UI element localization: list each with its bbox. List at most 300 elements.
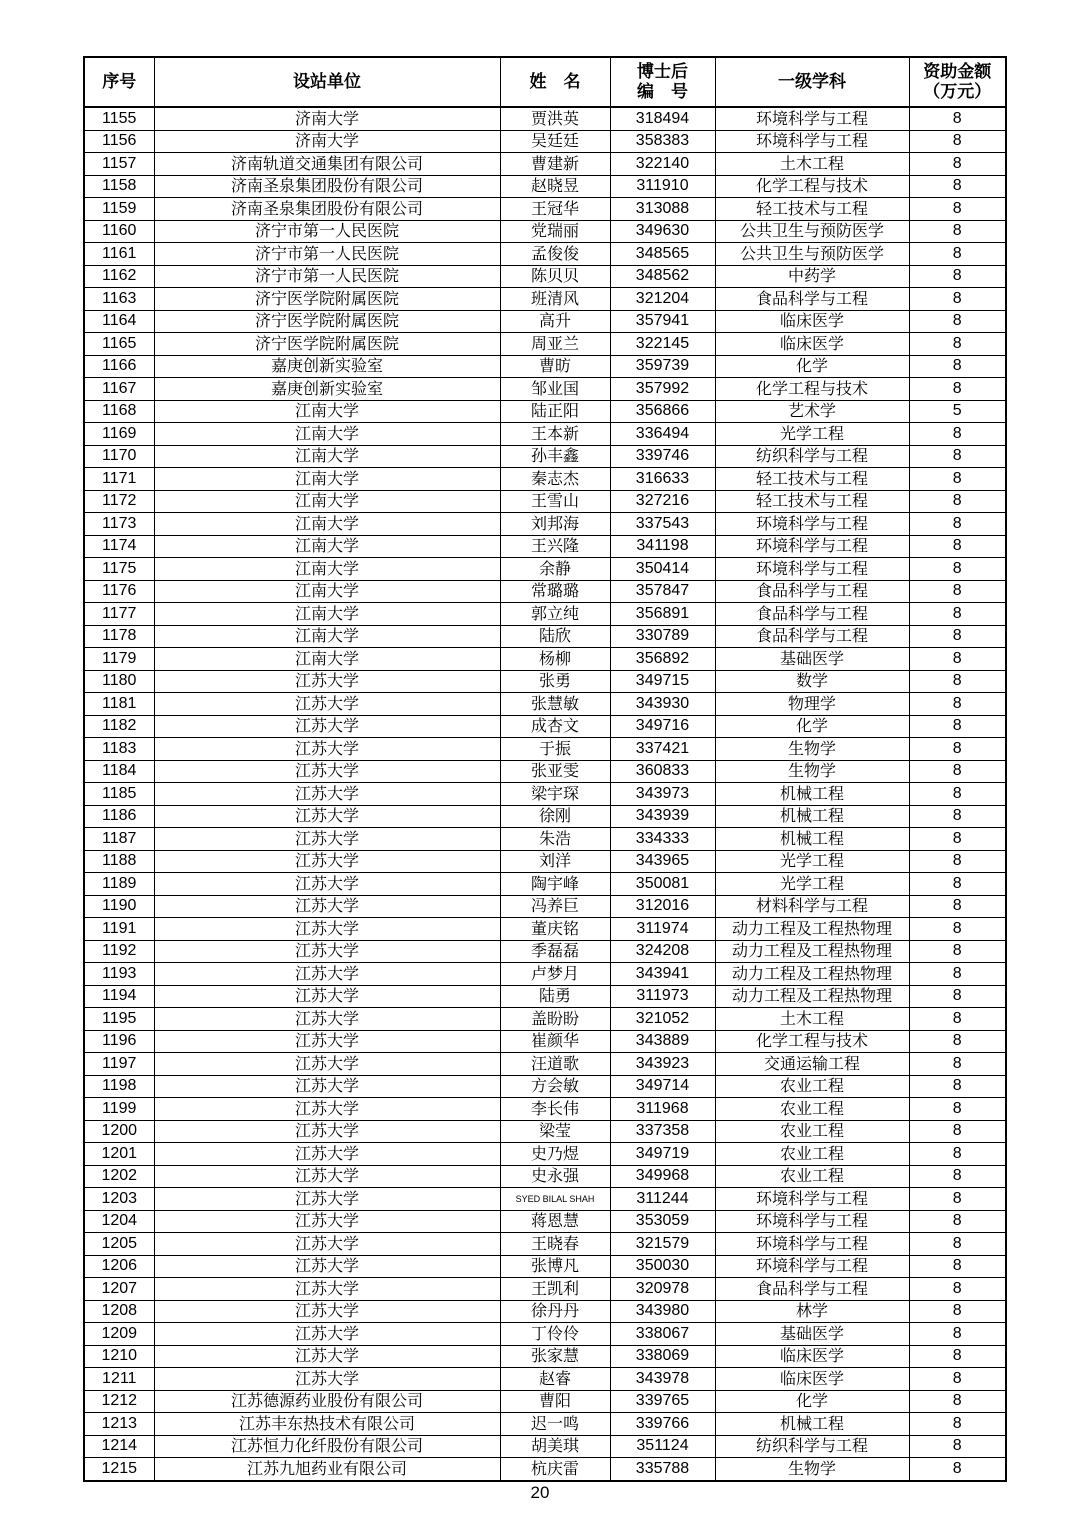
cell-name: 高升 <box>500 310 610 333</box>
cell-unit: 江南大学 <box>154 490 500 513</box>
cell-unit: 济南圣泉集团股份有限公司 <box>154 198 500 221</box>
cell-unit: 济宁医学院附属医院 <box>154 310 500 333</box>
cell-seq: 1188 <box>84 850 154 873</box>
cell-postdoc-no: 311974 <box>610 918 715 941</box>
table-row <box>84 805 1006 828</box>
cell-subject: 生物学 <box>715 738 909 761</box>
cell-name: 常璐璐 <box>500 580 610 603</box>
cell-subject: 化学 <box>715 1390 909 1413</box>
cell-seq: 1202 <box>84 1165 154 1188</box>
table-row <box>84 715 1006 738</box>
cell-subject: 材料科学与工程 <box>715 895 909 918</box>
cell-unit: 江苏大学 <box>154 963 500 986</box>
table-row <box>84 1188 1006 1211</box>
cell-name: 陆欣 <box>500 625 610 648</box>
cell-postdoc-no: 316633 <box>610 468 715 491</box>
cell-seq: 1159 <box>84 198 154 221</box>
table-row <box>84 895 1006 918</box>
cell-seq: 1172 <box>84 490 154 513</box>
cell-postdoc-no: 327216 <box>610 490 715 513</box>
cell-subject: 土木工程 <box>715 1008 909 1031</box>
header-amount <box>909 57 1006 107</box>
cell-seq: 1157 <box>84 153 154 176</box>
cell-unit: 江苏德源药业股份有限公司 <box>154 1390 500 1413</box>
cell-amount: 8 <box>909 423 1006 446</box>
cell-subject: 食品科学与工程 <box>715 603 909 626</box>
table-row <box>84 198 1006 221</box>
cell-amount: 8 <box>909 445 1006 468</box>
cell-name: 刘洋 <box>500 850 610 873</box>
cell-name: 张亚雯 <box>500 760 610 783</box>
cell-amount: 5 <box>909 400 1006 423</box>
cell-name: 郭立纯 <box>500 603 610 626</box>
cell-postdoc-no: 350081 <box>610 873 715 896</box>
cell-postdoc-no: 348562 <box>610 265 715 288</box>
cell-amount: 8 <box>909 310 1006 333</box>
table-row <box>84 1075 1006 1098</box>
cell-name: 冯养巨 <box>500 895 610 918</box>
cell-subject: 环境科学与工程 <box>715 1233 909 1256</box>
table-row <box>84 1390 1006 1413</box>
cell-unit: 济南大学 <box>154 130 500 153</box>
cell-name: 王晓春 <box>500 1233 610 1256</box>
cell-unit: 江苏大学 <box>154 1120 500 1143</box>
cell-amount: 8 <box>909 1390 1006 1413</box>
cell-subject: 环境科学与工程 <box>715 1210 909 1233</box>
cell-subject: 基础医学 <box>715 1323 909 1346</box>
cell-subject: 基础医学 <box>715 648 909 671</box>
cell-subject: 农业工程 <box>715 1120 909 1143</box>
cell-unit: 济宁市第一人民医院 <box>154 220 500 243</box>
cell-subject: 动力工程及工程热物理 <box>715 918 909 941</box>
cell-postdoc-no: 311244 <box>610 1188 715 1211</box>
cell-amount: 8 <box>909 1368 1006 1391</box>
cell-amount: 8 <box>909 468 1006 491</box>
cell-seq: 1160 <box>84 220 154 243</box>
cell-unit: 江苏大学 <box>154 1233 500 1256</box>
cell-postdoc-no: 356891 <box>610 603 715 626</box>
cell-unit: 江苏大学 <box>154 895 500 918</box>
cell-unit: 江苏大学 <box>154 828 500 851</box>
cell-seq: 1167 <box>84 378 154 401</box>
cell-seq: 1155 <box>84 107 154 130</box>
table-row <box>84 963 1006 986</box>
cell-name: 卢梦月 <box>500 963 610 986</box>
cell-seq: 1210 <box>84 1345 154 1368</box>
cell-unit: 江南大学 <box>154 648 500 671</box>
cell-subject: 化学工程与技术 <box>715 378 909 401</box>
cell-amount: 8 <box>909 1413 1006 1436</box>
cell-amount: 8 <box>909 895 1006 918</box>
cell-postdoc-no: 357847 <box>610 580 715 603</box>
cell-subject: 艺术学 <box>715 400 909 423</box>
cell-postdoc-no: 337421 <box>610 738 715 761</box>
table-row <box>84 333 1006 356</box>
cell-unit: 江南大学 <box>154 603 500 626</box>
header-seq: 序号 <box>84 57 154 107</box>
cell-subject: 农业工程 <box>715 1098 909 1121</box>
header-postdoc-no <box>610 57 715 107</box>
cell-name: 成杏文 <box>500 715 610 738</box>
cell-name: 李长伟 <box>500 1098 610 1121</box>
cell-name: 余静 <box>500 558 610 581</box>
cell-amount: 8 <box>909 985 1006 1008</box>
cell-postdoc-no: 357941 <box>610 310 715 333</box>
cell-unit: 江苏丰东热技术有限公司 <box>154 1413 500 1436</box>
table-row <box>84 783 1006 806</box>
table-header <box>84 57 1006 107</box>
header-row <box>84 57 1006 107</box>
table-row <box>84 625 1006 648</box>
cell-seq: 1164 <box>84 310 154 333</box>
cell-subject: 食品科学与工程 <box>715 580 909 603</box>
cell-postdoc-no: 358383 <box>610 130 715 153</box>
cell-subject: 环境科学与工程 <box>715 130 909 153</box>
cell-unit: 江苏大学 <box>154 760 500 783</box>
table-row <box>84 1413 1006 1436</box>
cell-name: 季磊磊 <box>500 940 610 963</box>
cell-postdoc-no: 324208 <box>610 940 715 963</box>
cell-unit: 江苏九旭药业有限公司 <box>154 1458 500 1481</box>
cell-seq: 1211 <box>84 1368 154 1391</box>
cell-unit: 江苏大学 <box>154 1255 500 1278</box>
cell-unit: 嘉庚创新实验室 <box>154 378 500 401</box>
cell-postdoc-no: 349630 <box>610 220 715 243</box>
table-row <box>84 1008 1006 1031</box>
cell-name: 陆勇 <box>500 985 610 1008</box>
table-row <box>84 1143 1006 1166</box>
table-row <box>84 513 1006 536</box>
cell-seq: 1199 <box>84 1098 154 1121</box>
cell-unit: 江苏大学 <box>154 1368 500 1391</box>
cell-postdoc-no: 349968 <box>610 1165 715 1188</box>
cell-seq: 1162 <box>84 265 154 288</box>
cell-name: 赵晓昱 <box>500 175 610 198</box>
cell-postdoc-no: 311968 <box>610 1098 715 1121</box>
table-row <box>84 693 1006 716</box>
cell-name: 崔颜华 <box>500 1030 610 1053</box>
table-row <box>84 1345 1006 1368</box>
cell-seq: 1169 <box>84 423 154 446</box>
cell-unit: 江苏大学 <box>154 1143 500 1166</box>
table-row <box>84 738 1006 761</box>
table-row <box>84 1368 1006 1391</box>
cell-amount: 8 <box>909 1008 1006 1031</box>
cell-name: 徐丹丹 <box>500 1300 610 1323</box>
cell-postdoc-no: 321052 <box>610 1008 715 1031</box>
table-row <box>84 918 1006 941</box>
cell-postdoc-no: 322145 <box>610 333 715 356</box>
cell-postdoc-no: 322140 <box>610 153 715 176</box>
cell-subject: 动力工程及工程热物理 <box>715 985 909 1008</box>
cell-seq: 1193 <box>84 963 154 986</box>
cell-name: 秦志杰 <box>500 468 610 491</box>
cell-unit: 江苏大学 <box>154 1165 500 1188</box>
cell-seq: 1166 <box>84 355 154 378</box>
cell-amount: 8 <box>909 198 1006 221</box>
cell-amount: 8 <box>909 1458 1006 1481</box>
cell-seq: 1201 <box>84 1143 154 1166</box>
cell-subject: 化学工程与技术 <box>715 1030 909 1053</box>
cell-seq: 1171 <box>84 468 154 491</box>
cell-amount: 8 <box>909 378 1006 401</box>
cell-amount: 8 <box>909 1255 1006 1278</box>
cell-amount: 8 <box>909 243 1006 266</box>
table-row <box>84 1210 1006 1233</box>
cell-amount: 8 <box>909 1143 1006 1166</box>
cell-subject: 食品科学与工程 <box>715 1278 909 1301</box>
cell-unit: 江南大学 <box>154 558 500 581</box>
cell-name: 刘邦海 <box>500 513 610 536</box>
cell-subject: 轻工技术与工程 <box>715 198 909 221</box>
cell-postdoc-no: 337358 <box>610 1120 715 1143</box>
cell-amount: 8 <box>909 288 1006 311</box>
cell-name: 迟一鸣 <box>500 1413 610 1436</box>
cell-subject: 机械工程 <box>715 805 909 828</box>
cell-subject: 农业工程 <box>715 1165 909 1188</box>
cell-unit: 江南大学 <box>154 580 500 603</box>
cell-name: 贾洪英 <box>500 107 610 130</box>
cell-subject: 机械工程 <box>715 1413 909 1436</box>
table-row <box>84 940 1006 963</box>
cell-seq: 1207 <box>84 1278 154 1301</box>
cell-postdoc-no: 341198 <box>610 535 715 558</box>
table-row <box>84 243 1006 266</box>
cell-seq: 1174 <box>84 535 154 558</box>
cell-name: 周亚兰 <box>500 333 610 356</box>
cell-seq: 1206 <box>84 1255 154 1278</box>
cell-seq: 1213 <box>84 1413 154 1436</box>
cell-unit: 江苏大学 <box>154 1188 500 1211</box>
table-row <box>84 558 1006 581</box>
cell-postdoc-no: 343965 <box>610 850 715 873</box>
table-row <box>84 603 1006 626</box>
table-row <box>84 1255 1006 1278</box>
cell-postdoc-no: 348565 <box>610 243 715 266</box>
cell-postdoc-no: 350030 <box>610 1255 715 1278</box>
cell-unit: 济南大学 <box>154 107 500 130</box>
cell-unit: 济宁市第一人民医院 <box>154 265 500 288</box>
cell-name: 史乃煜 <box>500 1143 610 1166</box>
table-row <box>84 1233 1006 1256</box>
cell-unit: 江苏大学 <box>154 670 500 693</box>
cell-subject: 中药学 <box>715 265 909 288</box>
cell-subject: 食品科学与工程 <box>715 288 909 311</box>
cell-name: 方会敏 <box>500 1075 610 1098</box>
table-row <box>84 1323 1006 1346</box>
cell-unit: 江苏大学 <box>154 918 500 941</box>
cell-subject: 林学 <box>715 1300 909 1323</box>
cell-amount: 8 <box>909 738 1006 761</box>
header-amount-line1: 资助金额 <box>923 62 992 82</box>
cell-name: 邹业国 <box>500 378 610 401</box>
cell-seq: 1177 <box>84 603 154 626</box>
cell-subject: 生物学 <box>715 760 909 783</box>
cell-subject: 食品科学与工程 <box>715 625 909 648</box>
cell-subject: 环境科学与工程 <box>715 107 909 130</box>
cell-unit: 江南大学 <box>154 423 500 446</box>
cell-amount: 8 <box>909 940 1006 963</box>
cell-postdoc-no: 343978 <box>610 1368 715 1391</box>
cell-postdoc-no: 356892 <box>610 648 715 671</box>
cell-amount: 8 <box>909 805 1006 828</box>
cell-amount: 8 <box>909 625 1006 648</box>
cell-postdoc-no: 311910 <box>610 175 715 198</box>
cell-amount: 8 <box>909 220 1006 243</box>
cell-unit: 江苏大学 <box>154 1075 500 1098</box>
cell-unit: 江苏大学 <box>154 1210 500 1233</box>
funding-table <box>83 56 1007 1482</box>
header-name: 姓 名 <box>500 57 610 107</box>
cell-subject: 临床医学 <box>715 1345 909 1368</box>
table-row <box>84 310 1006 333</box>
cell-amount: 8 <box>909 828 1006 851</box>
cell-postdoc-no: 349715 <box>610 670 715 693</box>
header-amount-line2: （万元） <box>923 82 992 102</box>
cell-seq: 1194 <box>84 985 154 1008</box>
cell-unit: 江苏大学 <box>154 1345 500 1368</box>
cell-unit: 江苏大学 <box>154 693 500 716</box>
cell-seq: 1191 <box>84 918 154 941</box>
cell-name: 党瑞丽 <box>500 220 610 243</box>
cell-amount: 8 <box>909 1210 1006 1233</box>
cell-unit: 江南大学 <box>154 445 500 468</box>
cell-amount: 8 <box>909 1300 1006 1323</box>
cell-name: 胡美琪 <box>500 1435 610 1458</box>
cell-postdoc-no: 334333 <box>610 828 715 851</box>
cell-amount: 8 <box>909 760 1006 783</box>
cell-amount: 8 <box>909 490 1006 513</box>
cell-name: 张博凡 <box>500 1255 610 1278</box>
cell-subject: 临床医学 <box>715 333 909 356</box>
cell-seq: 1170 <box>84 445 154 468</box>
cell-seq: 1212 <box>84 1390 154 1413</box>
cell-subject: 农业工程 <box>715 1143 909 1166</box>
cell-amount: 8 <box>909 1075 1006 1098</box>
cell-name: 曹建新 <box>500 153 610 176</box>
cell-amount: 8 <box>909 130 1006 153</box>
table-row <box>84 490 1006 513</box>
table-row <box>84 378 1006 401</box>
cell-seq: 1196 <box>84 1030 154 1053</box>
cell-postdoc-no: 343939 <box>610 805 715 828</box>
cell-name: 王雪山 <box>500 490 610 513</box>
table-row <box>84 580 1006 603</box>
cell-name: 史永强 <box>500 1165 610 1188</box>
cell-name: 曹昉 <box>500 355 610 378</box>
cell-postdoc-no: 338069 <box>610 1345 715 1368</box>
cell-amount: 8 <box>909 513 1006 536</box>
cell-unit: 江苏大学 <box>154 1300 500 1323</box>
cell-postdoc-no: 357992 <box>610 378 715 401</box>
cell-name: 汪道歌 <box>500 1053 610 1076</box>
cell-amount: 8 <box>909 558 1006 581</box>
cell-amount: 8 <box>909 693 1006 716</box>
cell-name: 于振 <box>500 738 610 761</box>
table-row <box>84 220 1006 243</box>
cell-postdoc-no: 351124 <box>610 1435 715 1458</box>
cell-name: 王凯利 <box>500 1278 610 1301</box>
table-row <box>84 873 1006 896</box>
cell-postdoc-no: 350414 <box>610 558 715 581</box>
cell-unit: 江苏大学 <box>154 1278 500 1301</box>
table-row <box>84 985 1006 1008</box>
cell-subject: 光学工程 <box>715 873 909 896</box>
cell-seq: 1205 <box>84 1233 154 1256</box>
table-row <box>84 423 1006 446</box>
cell-postdoc-no: 349719 <box>610 1143 715 1166</box>
cell-subject: 光学工程 <box>715 850 909 873</box>
cell-amount: 8 <box>909 715 1006 738</box>
cell-seq: 1208 <box>84 1300 154 1323</box>
cell-seq: 1181 <box>84 693 154 716</box>
cell-subject: 纺织科学与工程 <box>715 445 909 468</box>
cell-amount: 8 <box>909 963 1006 986</box>
cell-unit: 济宁医学院附属医院 <box>154 288 500 311</box>
cell-unit: 江苏大学 <box>154 1323 500 1346</box>
cell-subject: 临床医学 <box>715 1368 909 1391</box>
page-number: 20 <box>530 1483 550 1502</box>
cell-amount: 8 <box>909 333 1006 356</box>
cell-amount: 8 <box>909 1233 1006 1256</box>
cell-postdoc-no: 321204 <box>610 288 715 311</box>
cell-postdoc-no: 360833 <box>610 760 715 783</box>
cell-subject: 动力工程及工程热物理 <box>715 963 909 986</box>
cell-unit: 江苏大学 <box>154 715 500 738</box>
cell-subject: 光学工程 <box>715 423 909 446</box>
cell-unit: 济南圣泉集团股份有限公司 <box>154 175 500 198</box>
cell-seq: 1156 <box>84 130 154 153</box>
cell-name: 张慧敏 <box>500 693 610 716</box>
cell-seq: 1190 <box>84 895 154 918</box>
header-subject: 一级学科 <box>715 57 909 107</box>
table-row <box>84 1120 1006 1143</box>
cell-unit: 江南大学 <box>154 468 500 491</box>
cell-unit: 江苏大学 <box>154 783 500 806</box>
cell-subject: 生物学 <box>715 1458 909 1481</box>
cell-postdoc-no: 330789 <box>610 625 715 648</box>
cell-seq: 1192 <box>84 940 154 963</box>
cell-amount: 8 <box>909 535 1006 558</box>
table-body <box>84 107 1006 1481</box>
cell-subject: 化学工程与技术 <box>715 175 909 198</box>
cell-unit: 江苏大学 <box>154 1098 500 1121</box>
cell-name: 丁伶伶 <box>500 1323 610 1346</box>
cell-amount: 8 <box>909 1345 1006 1368</box>
cell-unit: 江苏大学 <box>154 738 500 761</box>
cell-amount: 8 <box>909 648 1006 671</box>
table-row <box>84 1278 1006 1301</box>
header-unit: 设站单位 <box>154 57 500 107</box>
cell-unit: 嘉庚创新实验室 <box>154 355 500 378</box>
table-row <box>84 1300 1006 1323</box>
cell-seq: 1182 <box>84 715 154 738</box>
cell-postdoc-no: 339746 <box>610 445 715 468</box>
cell-amount: 8 <box>909 580 1006 603</box>
cell-seq: 1184 <box>84 760 154 783</box>
cell-amount: 8 <box>909 1435 1006 1458</box>
cell-amount: 8 <box>909 1030 1006 1053</box>
cell-amount: 8 <box>909 603 1006 626</box>
table-row <box>84 648 1006 671</box>
cell-name: 王冠华 <box>500 198 610 221</box>
cell-subject: 公共卫生与预防医学 <box>715 243 909 266</box>
cell-subject: 轻工技术与工程 <box>715 468 909 491</box>
table-row <box>84 1165 1006 1188</box>
table-row <box>84 265 1006 288</box>
table-row <box>84 468 1006 491</box>
cell-seq: 1180 <box>84 670 154 693</box>
